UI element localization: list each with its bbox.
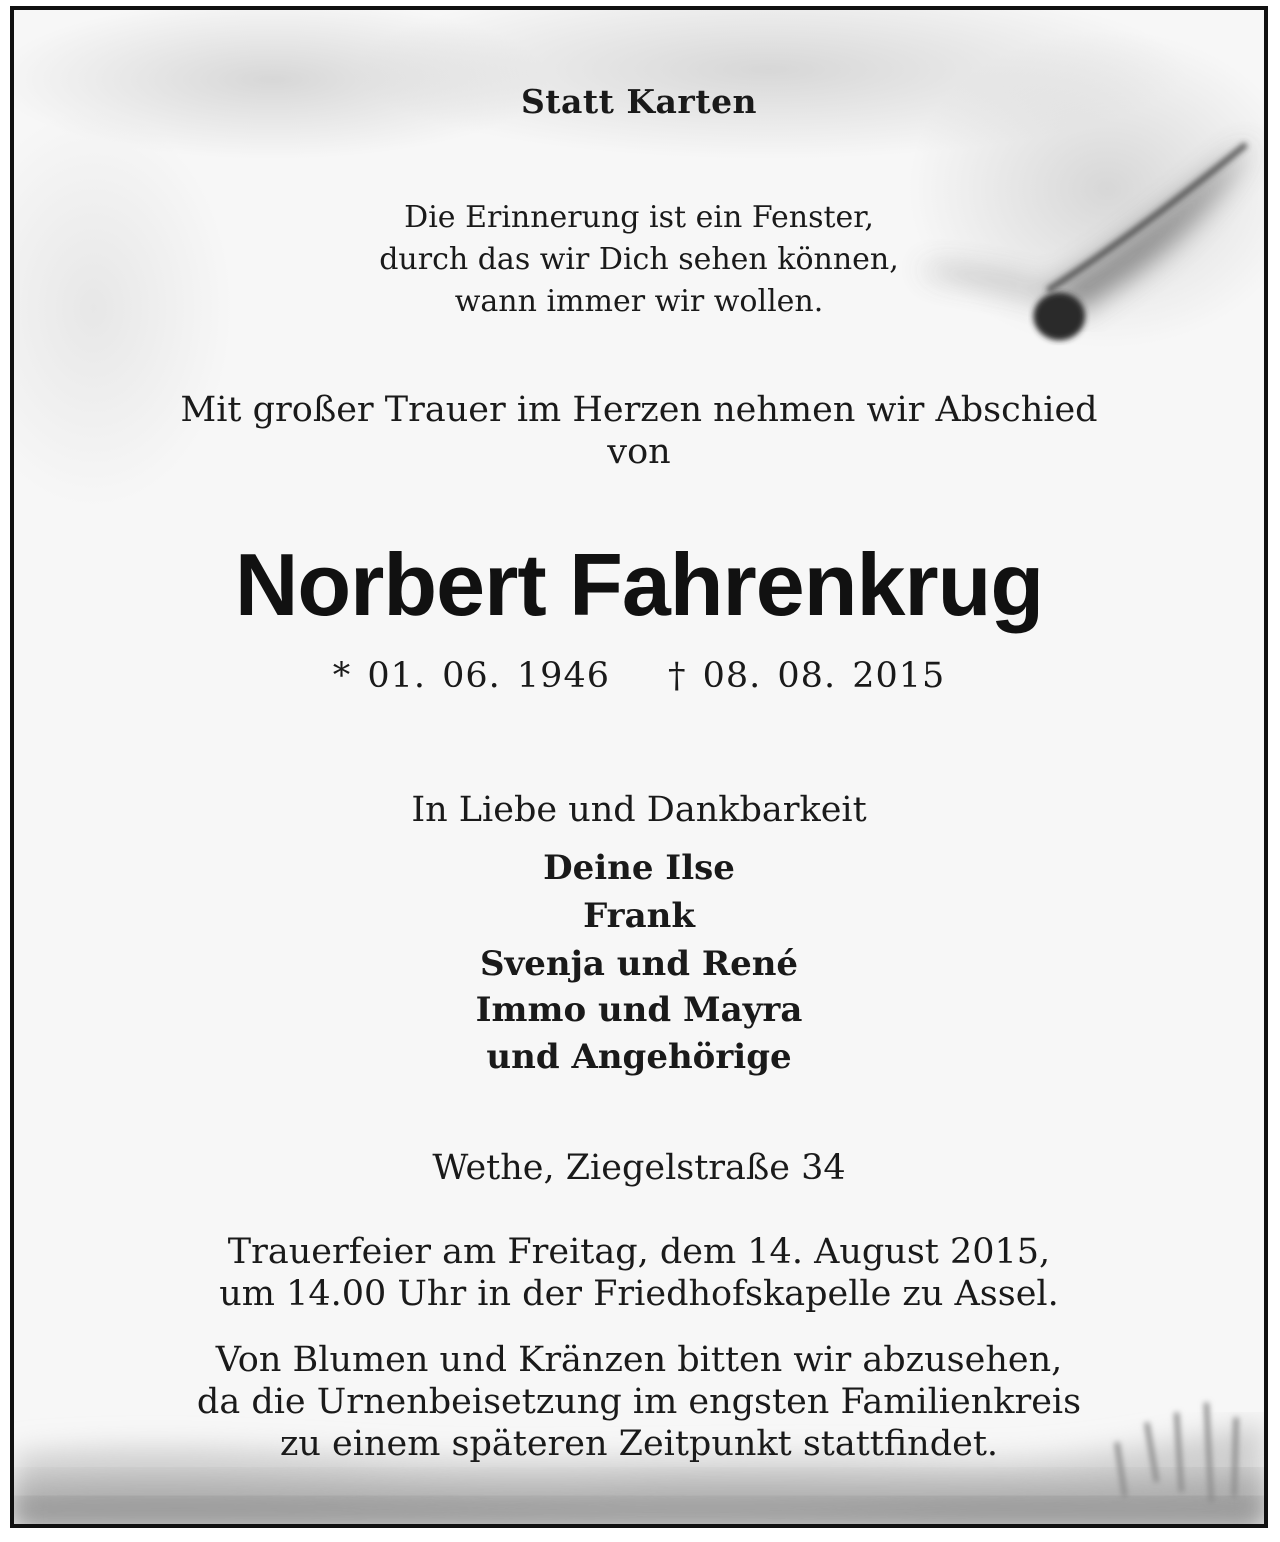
family-member: Deine Ilse — [543, 848, 735, 888]
quote-line: durch das wir Dich sehen können, — [379, 242, 899, 277]
intro-line: von — [607, 432, 671, 472]
family-member: Immo und Mayra — [475, 990, 803, 1030]
flowers-line: zu einem späteren Zeitpunkt stattfindet. — [279, 1424, 999, 1464]
quote-line: Die Erinnerung ist ein Fenster, — [404, 200, 874, 235]
family-member: Svenja und René — [479, 944, 799, 984]
birth-date: * 01. 06. 1946 — [332, 656, 610, 696]
family-member: und Angehörige — [486, 1037, 792, 1077]
address: Wethe, Ziegelstraße 34 — [432, 1148, 846, 1188]
death-date: † 08. 08. 2015 — [668, 656, 946, 696]
ceremony-line: Trauerfeier am Freitag, dem 14. August 2015, — [227, 1232, 1051, 1272]
love-line: In Liebe und Dankbarkeit — [411, 790, 867, 830]
family-member: Frank — [583, 896, 695, 936]
obituary-notice — [10, 6, 1268, 1528]
heading-statt-karten: Statt Karten — [520, 82, 758, 121]
flowers-line: da die Urnenbeisetzung im engsten Familienkreis — [196, 1382, 1082, 1422]
intro-line: Mit großer Trauer im Herzen nehmen wir Abschied — [180, 390, 1098, 430]
flowers-line: Von Blumen und Kränzen bitten wir abzusehen, — [215, 1340, 1063, 1380]
life-dates — [14, 656, 1264, 696]
quote-line: wann immer wir wollen. — [454, 284, 824, 319]
deceased-name: Norbert Fahrenkrug — [234, 535, 1044, 634]
ceremony-line: um 14.00 Uhr in der Friedhofskapelle zu Assel. — [219, 1274, 1059, 1314]
